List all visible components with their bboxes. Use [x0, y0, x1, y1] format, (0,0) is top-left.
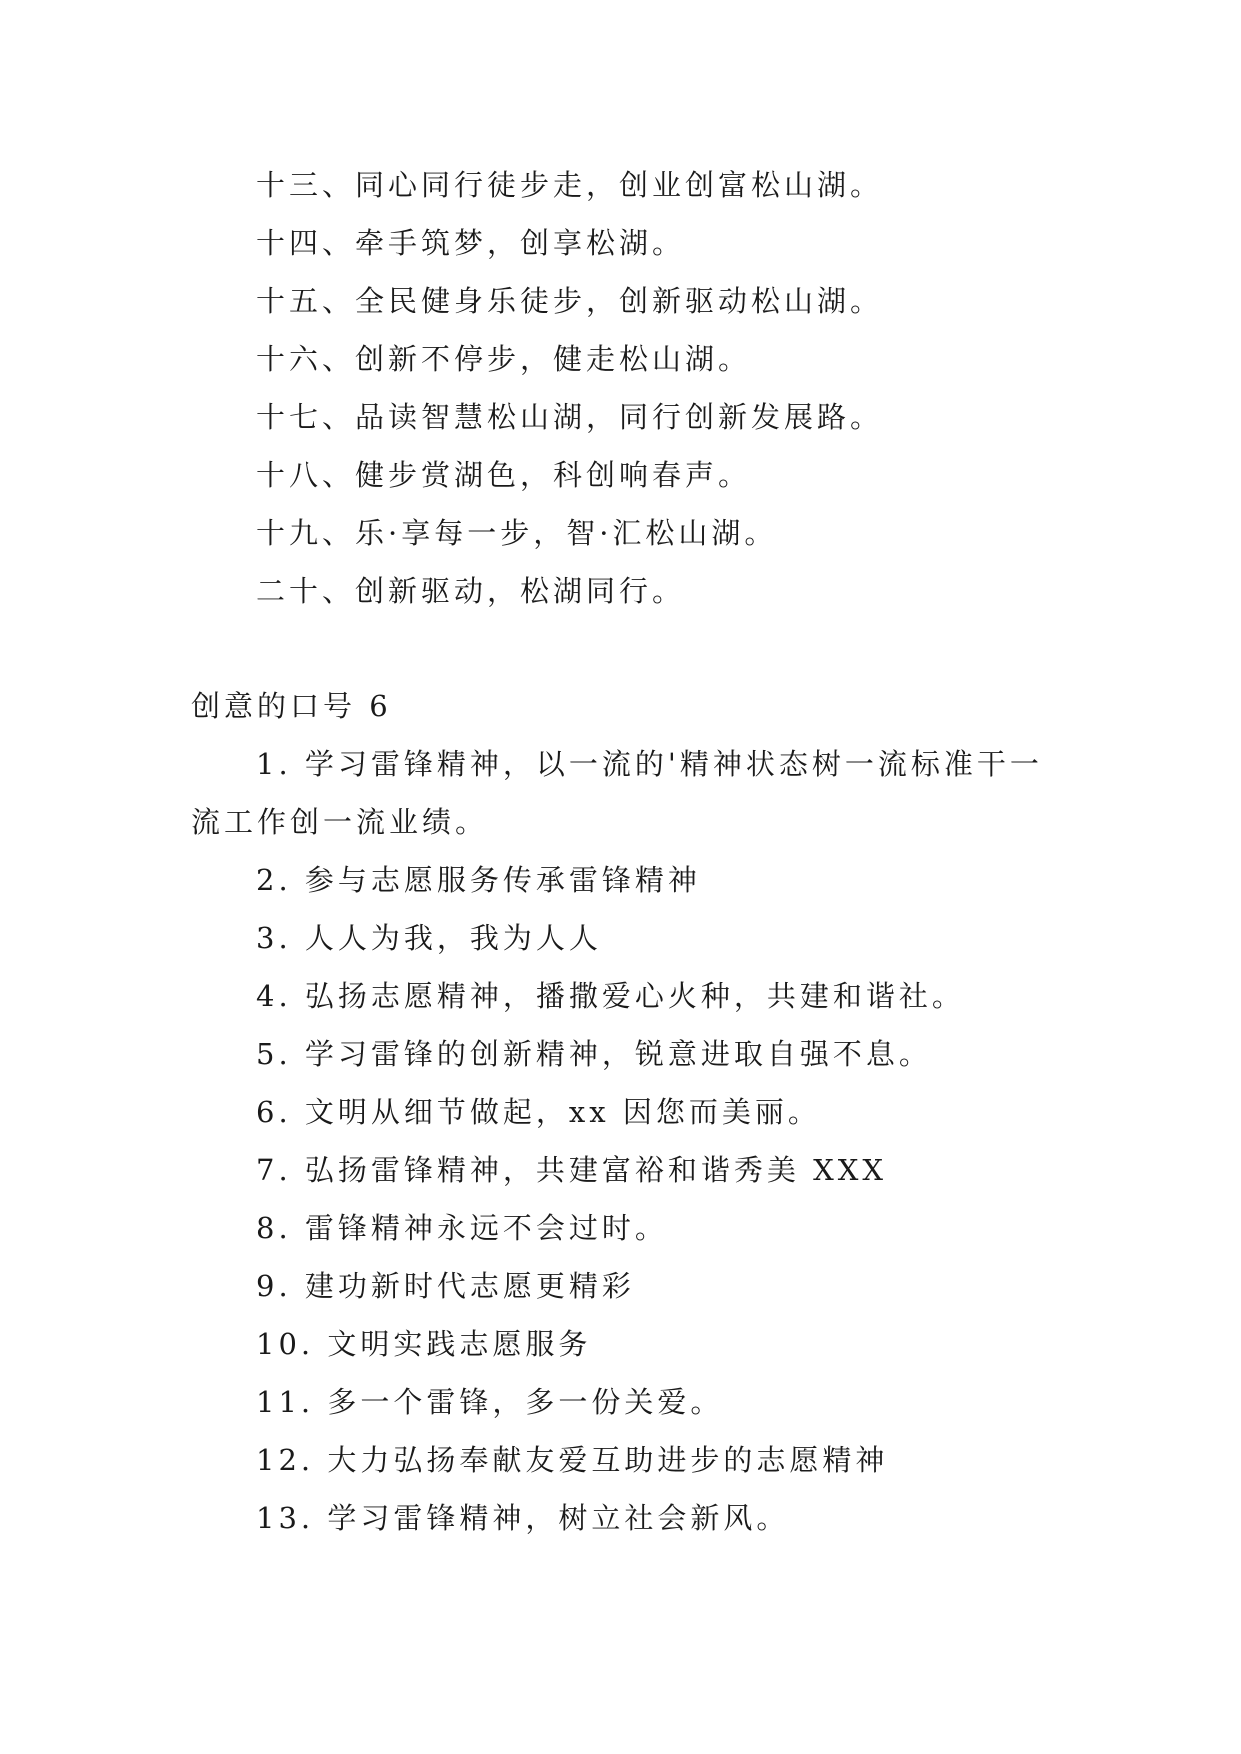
list-item-12: 12. 大力弘扬奉献友爱互助进步的志愿精神 — [256, 1443, 889, 1477]
list-item-6: 6. 文明从细节做起，xx 因您而美丽。 — [256, 1095, 821, 1129]
list-item-5: 5. 学习雷锋的创新精神，锐意进取自强不息。 — [256, 1037, 932, 1071]
slogan-19: 十九、乐·享每一步，智·汇松山湖。 — [256, 516, 778, 550]
slogan-17: 十七、品读智慧松山湖，同行创新发展路。 — [256, 400, 884, 434]
slogan-14: 十四、牵手筑梦，创享松湖。 — [256, 226, 686, 260]
slogan-20: 二十、创新驱动，松湖同行。 — [256, 574, 686, 608]
list-item-4: 4. 弘扬志愿精神，播撒爱心火种，共建和谐社。 — [256, 979, 965, 1013]
slogan-15: 十五、全民健身乐徒步，创新驱动松山湖。 — [256, 284, 884, 318]
list-item-7: 7. 弘扬雷锋精神，共建富裕和谐秀美 XXX — [256, 1153, 888, 1187]
section-title: 创意的口号 6 — [191, 689, 392, 723]
slogan-13: 十三、同心同行徒步走，创业创富松山湖。 — [256, 168, 884, 202]
list-item-10: 10. 文明实践志愿服务 — [256, 1327, 592, 1361]
list-item-8: 8. 雷锋精神永远不会过时。 — [256, 1211, 668, 1245]
list-item-3: 3. 人人为我，我为人人 — [256, 921, 602, 955]
slogan-16: 十六、创新不停步，健走松山湖。 — [256, 342, 752, 376]
list-item-13: 13. 学习雷锋精神，树立社会新风。 — [256, 1501, 790, 1535]
list-item-1-line-1: 1. 学习雷锋精神，以一流的'精神状态树一流标准干一 — [256, 747, 1043, 781]
slogan-18: 十八、健步赏湖色，科创响春声。 — [256, 458, 752, 492]
list-item-11: 11. 多一个雷锋，多一份关爱。 — [256, 1385, 724, 1419]
list-item-2: 2. 参与志愿服务传承雷锋精神 — [256, 863, 701, 897]
list-item-1-line-2: 流工作创一流业绩。 — [191, 805, 489, 839]
list-item-9: 9. 建功新时代志愿更精彩 — [256, 1269, 635, 1303]
